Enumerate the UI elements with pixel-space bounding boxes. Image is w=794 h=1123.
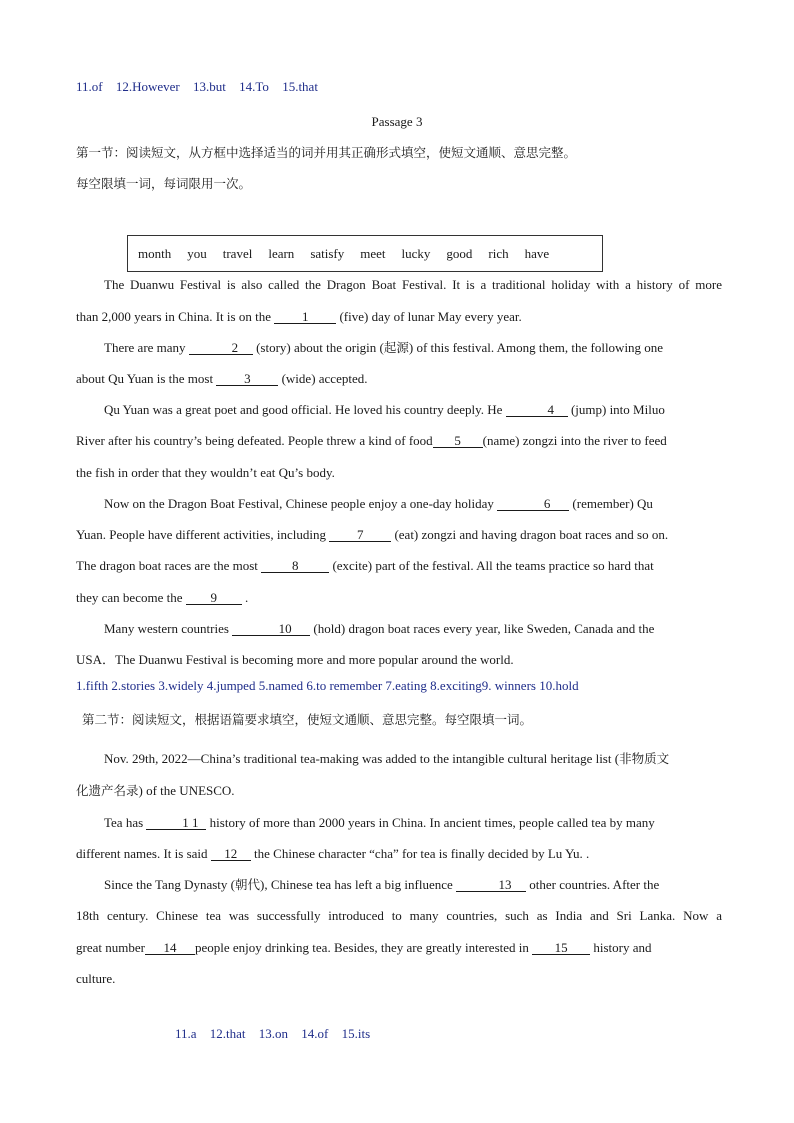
answer-item: 12.However [115, 79, 180, 94]
paragraph-line: about Qu Yuan is the most 3 (wide) accepted. [76, 371, 368, 386]
paragraph-line: Now on the Dragon Boat Festival, Chinese people enjoy a one-day holiday 6 (remember) Qu [104, 496, 653, 511]
word-option: month [138, 245, 172, 261]
word-option: meet [360, 245, 386, 261]
blank-8[interactable]: 8 [261, 559, 329, 573]
blank-7[interactable]: 7 [329, 528, 391, 542]
paragraph-line: 化遗产名录) of the UNESCO. [76, 783, 235, 798]
paragraph-line: Yuan. People have different activities, including 7 (eat) zongzi and having dragon boat races and so on. [76, 527, 669, 542]
answer-item: 15.its [341, 1026, 371, 1041]
section1-instruction: 第一节：阅读短文，从方框中选择适当的词并用其正确形式填空，使短文通顺、意思完整。 [76, 145, 577, 160]
answer-item: 12.that [209, 1026, 246, 1041]
section2-instruction: 第二节：阅读短文，根据语篇要求填空，使短文通顺、意思完整。每空限填一词。 [82, 712, 533, 727]
word-option: rich [488, 245, 509, 261]
paragraph-line: great number 14 people enjoy drinking tea. Besides, they are greatly interested in 15 history and [76, 940, 652, 955]
answer-key-1 [76, 79, 328, 95]
paragraph-line: they can become the 9 . [76, 590, 249, 605]
blank-10[interactable]: 10 [232, 622, 310, 636]
passage-title: Passage 3 [371, 114, 423, 129]
blank-5[interactable]: 5 [433, 434, 483, 448]
word-option: good [446, 245, 473, 261]
word-option: satisfy [310, 245, 345, 261]
paragraph-line: the fish in order that they wouldn’t eat Qu’s body. [76, 465, 335, 480]
paragraph-line: Many western countries 10 (hold) dragon boat races every year, like Sweden, Canada and the [104, 621, 655, 636]
answer-key-2: 1.fifth 2.stories 3.widely 4.jumped 5.named 6.to remember 7.eating 8.exciting9. winners 10.hold [76, 678, 579, 693]
paragraph-line: The Duanwu Festival is also called the Dragon Boat Festival. It is a traditional holiday with a history of more [104, 277, 722, 292]
word-option: you [187, 245, 207, 261]
paragraph-line: than 2,000 years in China. It is on the 1 (five) day of lunar May every year. [76, 309, 522, 324]
answer-item: 13.but [193, 79, 226, 94]
blank-1[interactable]: 1 [274, 310, 336, 324]
paragraph-line: Nov. 29th, 2022—China’s traditional tea-making was added to the intangible cultural heritage list (非物质文 [104, 751, 670, 766]
blank-13[interactable]: 13 [456, 878, 526, 892]
word-option: lucky [401, 245, 431, 261]
blank-14[interactable]: 14 [145, 941, 195, 955]
paragraph-line: different names. It is said 12 the Chinese character “cha” for tea is finally decided by Lu Yu. . [76, 846, 590, 861]
word-option: have [524, 245, 550, 261]
paragraph-line: 18th century. Chinese tea was successfully introduced to many countries, such as India and Sri Lanka. Now a [76, 908, 722, 923]
paragraph-line: USA．The Duanwu Festival is becoming more and more popular around the world. [76, 652, 514, 667]
answer-key-3 [175, 1026, 380, 1042]
answer-item: 11.of [76, 79, 103, 94]
section1-instruction-2: 每空限填一词，每词限用一次。 [76, 176, 252, 191]
paragraph-line: There are many 2 (story) about the origin (起源) of this festival. Among them, the following one [104, 340, 664, 355]
word-option: learn [268, 245, 295, 261]
word-option: travel [222, 245, 253, 261]
paragraph-line: River after his country’s being defeated. People threw a kind of food 5 (name) zongzi into the river to feed [76, 433, 667, 448]
answer-item: 14.of [301, 1026, 329, 1041]
blank-12[interactable]: 12 [211, 847, 251, 861]
blank-6[interactable]: 6 [497, 497, 569, 511]
blank-4[interactable]: 4 [506, 403, 568, 417]
paragraph-line: culture. [76, 971, 116, 986]
blank-2[interactable]: 2 [189, 341, 253, 355]
blank-11[interactable]: 1 1 [146, 816, 206, 830]
word-box [127, 235, 603, 272]
paragraph-line: Qu Yuan was a great poet and good official. He loved his country deeply. He 4 (jump) into Miluo [104, 402, 665, 417]
blank-9[interactable]: 9 [186, 591, 242, 605]
answer-item: 11.a [175, 1026, 197, 1041]
answer-item: 13.on [258, 1026, 289, 1041]
paragraph-line: The dragon boat races are the most 8 (excite) part of the festival. All the teams practice so hard that [76, 558, 654, 573]
blank-15[interactable]: 15 [532, 941, 590, 955]
answer-item: 15.that [282, 79, 318, 94]
blank-3[interactable]: 3 [216, 372, 278, 386]
answer-item: 14.To [239, 79, 269, 94]
paragraph-line: Tea has 1 1 history of more than 2000 years in China. In ancient times, people called tea by many [104, 815, 655, 830]
paragraph-line: Since the Tang Dynasty (朝代), Chinese tea has left a big influence 13 other countries. After the [104, 877, 660, 892]
